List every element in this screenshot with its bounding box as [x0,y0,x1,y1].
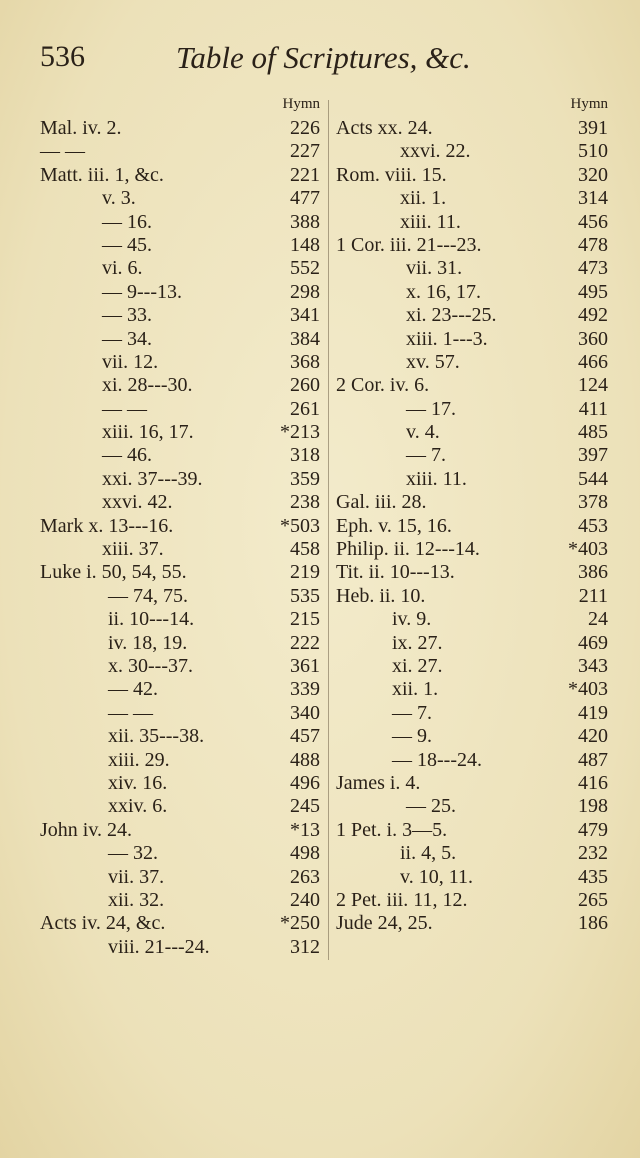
hymn-number: 386 [578,561,608,584]
hymn-number: 496 [290,771,320,794]
scripture-reference: iv. 18, 19. [108,631,188,654]
scripture-reference: xi. 27. [392,654,443,677]
table-row [336,398,608,421]
table-row [336,515,608,538]
table-row [336,234,608,257]
hymn-number: 485 [578,421,608,444]
table-row [336,725,608,748]
table-row [336,795,608,818]
table-row [40,304,320,327]
table-row [40,444,320,467]
hymn-number: 238 [290,491,320,514]
right-column [336,96,608,936]
hymn-number: 458 [290,538,320,561]
hymn-number: 487 [578,748,608,771]
hymn-number: 226 [290,117,320,139]
scripture-reference: — 9---13. [102,280,182,303]
table-row [40,468,320,491]
scripture-reference: — 25. [406,795,456,818]
hymn-number: 222 [290,631,320,654]
hymn-number: 479 [578,818,608,841]
scripture-reference: — 34. [102,327,152,350]
hymn-number: 477 [290,187,320,210]
table-row [336,585,608,608]
hymn-number: 318 [290,444,320,467]
table-row [336,468,608,491]
hymn-number: 384 [290,327,320,350]
hymn-number: 361 [290,654,320,677]
left-column [40,96,320,959]
table-row [336,819,608,842]
table-row [336,608,608,631]
scripture-reference: Tit. ii. 10---13. [336,561,455,584]
hymn-number: 339 [290,678,320,701]
scripture-reference: 2 Cor. iv. 6. [336,374,430,397]
hymn-number: 298 [290,280,320,303]
scripture-reference: xii. 32. [108,888,165,911]
scripture-reference: Acts xx. 24. [336,117,433,139]
scripture-reference: xii. 1. [392,678,439,701]
hymn-number: 215 [290,608,320,631]
scripture-reference: xiii. 11. [400,210,461,233]
scripture-reference: xiii. 37. [102,538,164,561]
table-row [40,889,320,912]
right-entries [336,117,608,936]
table-row [336,140,608,163]
scripture-reference: — 46. [102,444,152,467]
table-row [336,678,608,701]
table-row [336,491,608,514]
hymn-number: 232 [578,842,608,865]
scripture-reference: — 17. [406,397,456,420]
hymn-number: 314 [578,187,608,210]
hymn-number: 478 [578,233,608,256]
hymn-number: 378 [578,491,608,514]
table-row [40,795,320,818]
table-row [40,561,320,584]
hymn-number: 148 [290,233,320,256]
hymn-number: 219 [290,561,320,584]
table-row [336,117,608,140]
scripture-reference: x. 16, 17. [406,280,481,303]
table-row [336,304,608,327]
scripture-reference: xiii. 1---3. [406,327,488,350]
scripture-reference: xxvi. 42. [102,491,173,514]
hymn-number: 245 [290,795,320,818]
table-row [336,164,608,187]
table-row [336,187,608,210]
page-header [40,40,600,84]
table-row [40,842,320,865]
hymn-number: 466 [578,350,608,373]
table-row [40,187,320,210]
table-row [40,632,320,655]
table-row [40,164,320,187]
scripture-reference: — 7. [392,701,432,724]
scripture-reference: — 16. [102,210,152,233]
right-column-header [336,96,608,117]
table-row [40,749,320,772]
scripture-reference: — 45. [102,233,152,256]
scripture-reference: xxiv. 6. [108,795,168,818]
scripture-reference: — 18---24. [392,748,482,771]
table-row [336,842,608,865]
scripture-reference: xiii. 11. [406,467,467,490]
table-row [336,632,608,655]
scripture-reference: Heb. ii. 10. [336,584,426,607]
hymn-number: 411 [578,397,608,420]
table-row [40,140,320,163]
hymn-number: 211 [578,584,608,607]
hymn-number: 198 [578,795,608,818]
hymn-number: 368 [290,350,320,373]
hymn-number: 552 [290,257,320,280]
scripture-reference: Mal. iv. 2. [40,117,122,139]
scripture-reference: x. 30---37. [108,654,193,677]
scripture-reference: Eph. v. 15, 16. [336,514,452,537]
table-row [336,866,608,889]
table-row [336,374,608,397]
scripture-reference: v. 4. [406,421,440,444]
scripture-reference: — 42. [108,678,158,701]
scripture-reference: xxi. 37---39. [102,467,203,490]
table-row [40,351,320,374]
scripture-reference: iv. 9. [392,608,432,631]
table-row [40,491,320,514]
hymn-number: 265 [578,888,608,911]
scripture-reference: — 7. [406,444,446,467]
hymn-number: 435 [578,865,608,888]
scripture-reference: vii. 12. [102,350,159,373]
scripture-reference: xiv. 16. [108,771,168,794]
hymn-number: 227 [290,140,320,163]
table-row [40,608,320,631]
scripture-reference: v. 10, 11. [400,865,473,888]
hymn-number: 397 [578,444,608,467]
table-row [336,912,608,935]
hymn-number: 360 [578,327,608,350]
table-row [336,421,608,444]
hymn-number: 544 [578,467,608,490]
table-row [336,257,608,280]
hymn-number: 240 [290,888,320,911]
table-row [40,515,320,538]
hymn-number: 391 [578,117,608,139]
scripture-reference: xii. 1. [400,187,447,210]
hymn-number: 24 [588,608,608,631]
hymn-number: 340 [290,701,320,724]
hymn-number: 124 [578,374,608,397]
scripture-reference: — — [40,140,85,163]
scripture-reference: vi. 6. [102,257,143,280]
left-column-header [40,96,320,117]
table-row [336,889,608,912]
scripture-reference: — 33. [102,304,152,327]
hymn-number: *13 [290,818,320,841]
scripture-reference: xi. 28---30. [102,374,193,397]
scripture-reference: Rom. viii. 15. [336,163,447,186]
table-row [40,117,320,140]
scripture-reference: Philip. ii. 12---14. [336,538,480,561]
table-row [336,211,608,234]
scripture-reference: 2 Pet. iii. 11, 12. [336,888,468,911]
scripture-reference: Acts iv. 24, &c. [40,912,166,935]
table-row [40,234,320,257]
scripture-reference: — 9. [392,725,432,748]
table-row [336,538,608,561]
hymn-number: 492 [578,304,608,327]
table-row [40,257,320,280]
table-row [40,374,320,397]
hymn-number: 263 [290,865,320,888]
scripture-reference: — 32. [108,842,158,865]
hymn-number: 359 [290,467,320,490]
column-divider [328,100,329,960]
table-row [40,585,320,608]
table-row [40,936,320,959]
hymn-number: 510 [578,140,608,163]
table-row [40,866,320,889]
hymn-number: 312 [290,935,320,958]
scripture-reference: xiii. 16, 17. [102,421,194,444]
hymn-column-label: Hymn [570,96,608,112]
scripture-reference: xi. 23---25. [406,304,497,327]
scripture-reference: — 74, 75. [108,584,188,607]
scripture-reference: ii. 10---14. [108,608,195,631]
page-title: Table of Scriptures, &c. [176,40,471,75]
scripture-reference: ix. 27. [392,631,443,654]
hymn-number: *403 [568,538,608,561]
scripture-reference: 1 Pet. i. 3—5. [336,818,448,841]
scripture-reference: viii. 21---24. [108,935,210,958]
table-row [40,725,320,748]
hymn-number: 453 [578,514,608,537]
table-row [40,772,320,795]
page-number: 536 [40,40,85,73]
hymn-number: 473 [578,257,608,280]
scripture-reference: xiii. 29. [108,748,170,771]
table-row [40,678,320,701]
hymn-column-label: Hymn [282,96,320,112]
table-row [336,444,608,467]
table-row [336,561,608,584]
hymn-number: 416 [578,771,608,794]
table-row [336,702,608,725]
scripture-reference: Matt. iii. 1, &c. [40,163,164,186]
table-row [40,421,320,444]
scripture-reference: xxvi. 22. [400,140,471,163]
hymn-number: 260 [290,374,320,397]
table-row [336,328,608,351]
scripture-reference: Jude 24, 25. [336,912,433,935]
scripture-reference: xv. 57. [406,350,460,373]
hymn-number: 221 [290,163,320,186]
scripture-reference: James i. 4. [336,771,421,794]
hymn-number: 498 [290,842,320,865]
hymn-number: 419 [578,701,608,724]
scripture-reference: Gal. iii. 28. [336,491,427,514]
hymn-number: 469 [578,631,608,654]
hymn-number: 495 [578,280,608,303]
hymn-number: *250 [280,912,320,935]
table-row [40,538,320,561]
table-row [40,281,320,304]
scripture-reference: xii. 35---38. [108,725,205,748]
hymn-number: 456 [578,210,608,233]
scripture-reference: Luke i. 50, 54, 55. [40,561,187,584]
hymn-number: *403 [568,678,608,701]
hymn-number: 343 [578,654,608,677]
hymn-number: 488 [290,748,320,771]
scripture-reference: — — [108,701,153,724]
hymn-number: 420 [578,725,608,748]
scripture-reference: 1 Cor. iii. 21---23. [336,233,482,256]
table-row [336,655,608,678]
hymn-number: 535 [290,584,320,607]
hymn-number: 341 [290,304,320,327]
table-row [336,281,608,304]
scripture-reference: v. 3. [102,187,136,210]
scripture-reference: vii. 37. [108,865,165,888]
scripture-reference: ii. 4, 5. [400,842,457,865]
table-row [336,351,608,374]
scripture-reference: — — [102,397,147,420]
table-row [40,398,320,421]
hymn-number: 457 [290,725,320,748]
scripture-reference: Mark x. 13---16. [40,514,174,537]
table-row [40,702,320,725]
table-row [336,772,608,795]
table-row [40,819,320,842]
hymn-number: 186 [578,912,608,935]
table-row [40,211,320,234]
table-row [40,655,320,678]
hymn-number: 320 [578,163,608,186]
hymn-number: 261 [290,397,320,420]
table-row [40,912,320,935]
scripture-reference: vii. 31. [406,257,463,280]
hymn-number: 388 [290,210,320,233]
hymn-number: *503 [280,514,320,537]
table-row [40,328,320,351]
hymn-number: *213 [280,421,320,444]
scripture-reference: John iv. 24. [40,818,133,841]
left-entries [40,117,320,959]
table-row [336,749,608,772]
